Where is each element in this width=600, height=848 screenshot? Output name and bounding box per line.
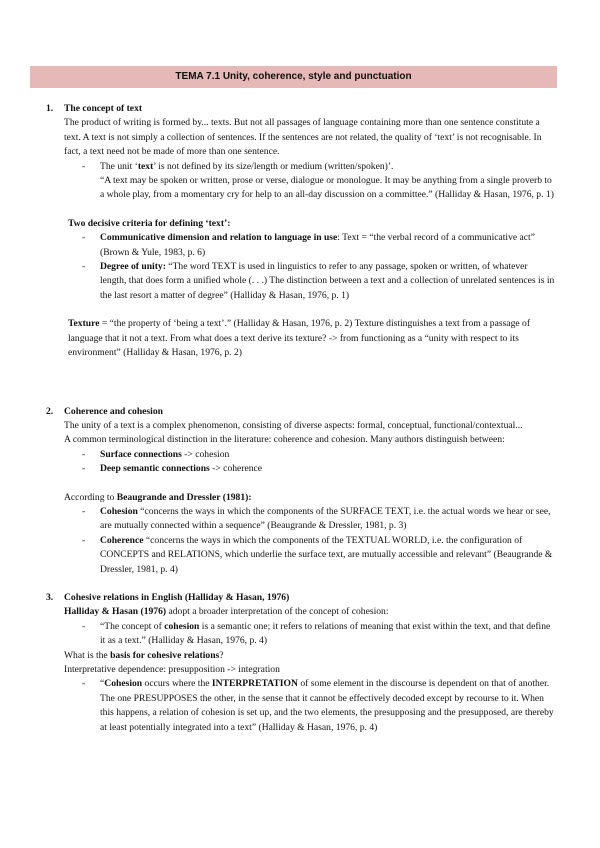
document-body: [46, 102, 556, 735]
section-2: [46, 405, 556, 577]
section-3: [46, 591, 556, 735]
section-title: The concept of text: [64, 103, 143, 114]
texture-paragraph: Texture = “the property of ‘being a text’.” (Halliday & Hasan, 1976, p. 2) Texture distinguishes a text from a passage of language that it not a text. From what does a text derive its texture? -> from functioning as a “unity with respect to its environment” (Halliday & Hasan, 1976, p. 2): [68, 318, 531, 359]
list-item: - Degree of unity: “The word TEXT is used in linguistics to refer to any passage, spoken or written, of whatever length, that does form a unified whole (. . .) The distinction between a text and a collection of unrelated sentences is in the last resort a matter of degree” (Halliday & Hasan, 1976, p. 1): [100, 260, 556, 303]
section-number: 3.: [46, 591, 54, 603]
bullet-list: [64, 505, 556, 577]
list-item: - “Cohesion occurs where the INTERPRETATION of some element in the discourse is dependent on that of another. The one PRESUPPOSES the other, in the sense that it cannot be effectively decoded except by recourse to it. When this happens, a relation of cohesion is set up, and the two elements, the presupposing and the presupposed, are thereby at least potentially integrated into a text” (Halliday & Hasan, 1976, p. 4): [100, 677, 556, 735]
quote: “A text may be spoken or written, prose or verse, dialogue or monologue. It may be anything from a single proverb to a whole play, from a momentary cry for help to an all-day discussion on a committee.” (Halliday & Hasan, 1976, p. 1): [100, 175, 554, 201]
list-item: - Cohesion “concerns the ways in which the components of the SURFACE TEXT, i.e. the actual words we hear or see, are mutually connected within a sequence” (Beaugrande & Dressler, 1981, p. 3): [100, 505, 556, 534]
paragraph: According to Beaugrande and Dressler (1981):: [64, 491, 252, 503]
list-item: - “The concept of cohesion is a semantic one; it refers to relations of meaning that exist within the text, and that define it as a text.” (Halliday & Hasan, 1976, p. 4): [100, 620, 556, 649]
bullet-list: [64, 620, 556, 649]
paragraph: The unity of a text is a complex phenomenon, consisting of diverse aspects: formal, conceptual, functional/contextual...: [64, 419, 523, 431]
paragraph: A common terminological distinction in the literature: coherence and cohesion. Many authors distinguish between:: [64, 434, 505, 446]
paragraph: The product of writing is formed by... texts. But not all passages of language containing more than one sentence constitute a text. A text is not simply a collection of sentences. If the sentences are not related, the quality of ‘text’ is not recognisable. In fact, a text need not be made of more than one sentence.: [64, 117, 542, 158]
page-title: TEMA 7.1 Unity, coherence, style and punctuation: [30, 66, 557, 88]
bullet-list: [64, 677, 556, 735]
section-1: [46, 102, 556, 361]
list-item: - Surface connections -> cohesion: [100, 448, 556, 462]
criteria-heading: Two decisive criteria for defining ‘text’:: [68, 217, 231, 229]
list-item: - Communicative dimension and relation to language in use: Text = “the verbal record of a communicative act” (Brown & Yule, 1983, p. 6): [100, 231, 556, 260]
section-title: Cohesive relations in English (Halliday & Hasan, 1976): [64, 591, 290, 603]
list-item: - The unit ‘text’ is not defined by its size/length or medium (written/spoken)’. “A text may be spoken or written, prose or verse, dialogue or monologue. It may be anything from a single proverb to a whole play, from a momentary cry for help to an all-day discussion on a committee.” (Halliday & Hasan, 1976, p. 1): [100, 160, 556, 203]
paragraph: Halliday & Hasan (1976) adopt a broader interpretation of the concept of cohesion:: [64, 606, 389, 618]
section-number: 2.: [46, 405, 54, 417]
bullet-list: [64, 231, 556, 303]
list-item: - Coherence “concerns the ways in which the components of the TEXTUAL WORLD, i.e. the configuration of CONCEPTS and RELATIONS, which underlie the surface text, are mutually accessible and relevant” (Beaugrande & Dressler, 1981, p. 4): [100, 534, 556, 577]
section-title: Coherence and cohesion: [64, 405, 163, 417]
bullet-list: [64, 160, 556, 203]
bullet-list: [64, 448, 556, 477]
paragraph: Interpretative dependence: presupposition -> integration: [64, 664, 280, 675]
list-item: - Deep semantic connections -> coherence: [100, 462, 556, 476]
paragraph: What is the basis for cohesive relations?: [64, 649, 224, 661]
section-number: 1.: [46, 103, 54, 114]
